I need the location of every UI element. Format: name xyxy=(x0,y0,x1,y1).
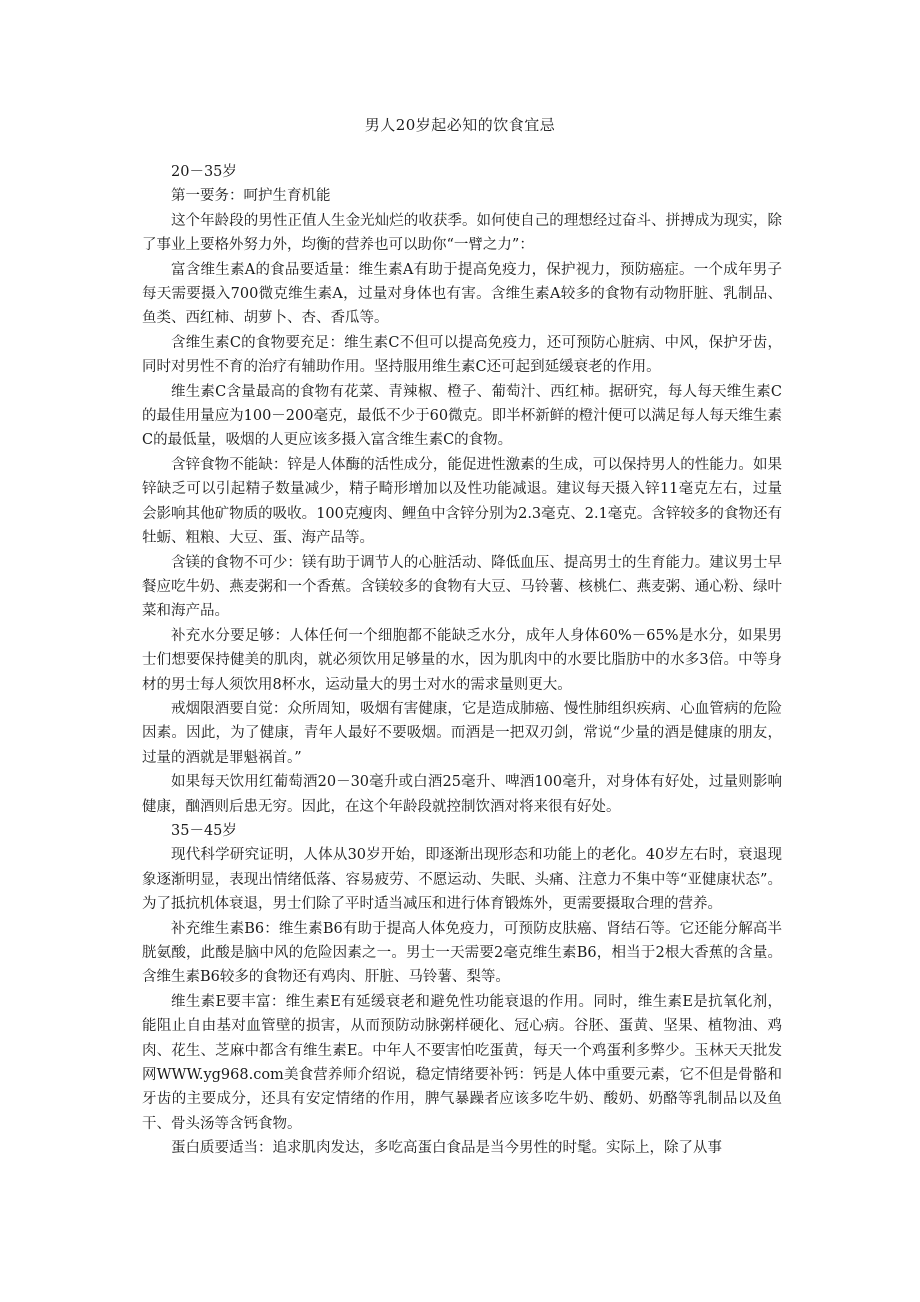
document-body xyxy=(142,160,782,1161)
paragraph-aging: 现代科学研究证明，人体从30岁开始，即逐渐出现形态和功能上的老化。40岁左右时，衰退现象逐渐明显，表现出情绪低落、容易疲劳、不愿运动、失眠、头痛、注意力不集中等“亚健康状态”。为了抵抗机体衰退，男士们除了平时适当减压和进行体育锻炼外，更需要摄取合理的营养。 xyxy=(142,847,782,913)
section-heading-20-35: 20－35岁 xyxy=(171,164,237,180)
subheading-first-priority: 第一要务：呵护生育机能 xyxy=(171,188,331,205)
paragraph-vitamin-b6: 补充维生素B6：维生素B6有助于提高人体免疫力，可预防皮肤癌、肾结石等。它还能分解高半胱氨酸，此酸是脑中风的危险因素之一。男士一天需要2毫克维生素B6，相当于2根大香蕉的含量。含维生素B6较多的食物还有鸡肉、肝脏、马铃薯、梨等。 xyxy=(142,920,782,986)
document-title: 男人20岁起必知的饮食宜忌 xyxy=(364,116,556,134)
paragraph-vitamin-c: 含维生素C的食物要充足：维生素C不但可以提高免疫力，还可预防心脏病、中风，保护牙齿，同时对男性不育的治疗有辅助作用。坚持服用维生素C还可起到延缓衰老的作用。 xyxy=(142,334,782,376)
paragraph-magnesium: 含镁的食物不可少：镁有助于调节人的心脏活动、降低血压、提高男士的生育能力。建议男士早餐应吃牛奶、燕麦粥和一个香蕉。含镁较多的食物有大豆、马铃薯、核桃仁、燕麦粥、通心粉、绿叶菜和海产品。 xyxy=(142,554,782,620)
paragraph-wine: 如果每天饮用红葡萄酒20－30毫升或白酒25毫升、啤酒100毫升，对身体有好处，过量则影响健康，酗酒则后患无穷。因此，在这个年龄段就控制饮酒对将来很有好处。 xyxy=(142,774,782,815)
section-heading-35-45: 35－45岁 xyxy=(171,822,237,839)
paragraph-intro: 这个年龄段的男性正值人生金光灿烂的收获季。如何使自己的理想经过奋斗、拼搏成为现实，除了事业上要格外努力外，均衡的营养也可以助你“一臂之力”： xyxy=(142,212,782,254)
paragraph-vitamin-a: 富含维生素A的食品要适量：维生素A有助于提高免疫力，保护视力，预防癌症。一个成年男子每天需要摄入700微克维生素A，过量对身体也有害。含维生素A较多的食物有动物肝脏、乳制品、鱼类、西红柿、胡萝卜、杏、香瓜等。 xyxy=(142,261,782,327)
paragraph-zinc: 含锌食物不能缺：锌是人体酶的活性成分，能促进性激素的生成，可以保持男人的性能力。如果锌缺乏可以引起精子数量减少，精子畸形增加以及性功能减退。建议每天摄入锌11毫克左右，过量会影响其他矿物质的吸收。100克瘦肉、鲤鱼中含锌分别为2.3毫克、2.1毫克。含锌较多的食物还有牡蛎、粗粮、大豆、蛋、海产品等。 xyxy=(142,456,782,547)
paragraph-vitamin-c-sources: 维生素C含量最高的食物有花菜、青辣椒、橙子、葡萄汁、西红柿。据研究，每人每天维生素C的最佳用量应为100－200毫克，最低不少于60微克。即半杯新鲜的橙汁便可以满足每人每天维生素C的最低量，吸烟的人更应该多摄入富含维生素C的食物。 xyxy=(142,383,782,449)
paragraph-protein: 蛋白质要适当：追求肌肉发达，多吃高蛋白食品是当今男性的时髦。实际上，除了从事 xyxy=(171,1140,722,1157)
paragraph-vitamin-e: 维生素E要丰富：维生素E有延缓衰老和避免性功能衰退的作用。同时，维生素E是抗氧化剂，能阻止自由基对血管壁的损害，从而预防动脉粥样硬化、冠心病。谷胚、蛋黄、坚果、植物油、鸡肉、花生、芝麻中都含有维生素E。中年人不要害怕吃蛋黄，每天一个鸡蛋利多弊少。玉林天天批发网WWW.yg968.com美食营养师介绍说，稳定情绪要补钙：钙是人体中重要元素，它不但是骨骼和牙齿的主要成分，还具有安定情绪的作用，脾气暴躁者应该多吃牛奶、酸奶、奶酪等乳制品以及鱼干、骨头汤等含钙食物。 xyxy=(142,993,782,1132)
paragraph-smoking-drinking: 戒烟限酒要自觉：众所周知，吸烟有害健康，它是造成肺癌、慢性肺组织疾病、心血管病的危险因素。因此，为了健康，青年人最好不要吸烟。而酒是一把双刃剑，常说“少量的酒是健康的朋友，过量的酒就是罪魁祸首。” xyxy=(142,700,782,766)
paragraph-water: 补充水分要足够：人体任何一个细胞都不能缺乏水分，成年人身体60%－65%是水分，如果男士们想要保持健美的肌肉，就必须饮用足够量的水，因为肌肉中的水要比脂肪中的水多3倍。中等身材的男士每人须饮用8杯水，运动量大的男士对水的需求量则更大。 xyxy=(142,627,782,693)
